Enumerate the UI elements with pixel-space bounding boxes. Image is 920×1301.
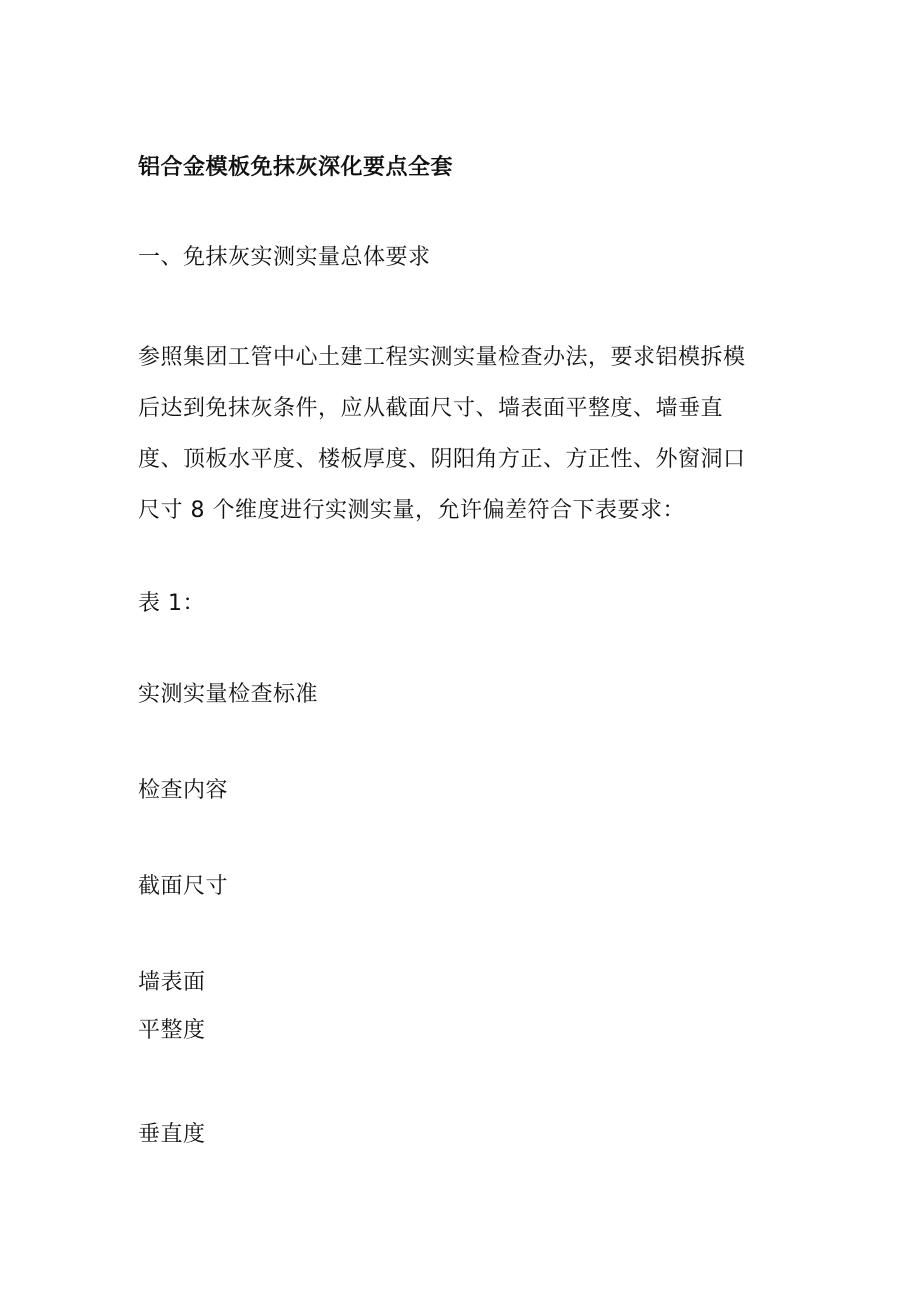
table-header-check-content: 检查内容 — [138, 778, 229, 803]
table-item-verticality: 垂直度 — [138, 1122, 206, 1147]
table-item-section-size: 截面尺寸 — [138, 874, 229, 899]
paragraph-line: 尺寸 8 个维度进行实测实量，允许偏差符合下表要求： — [138, 498, 685, 523]
body-paragraph — [138, 332, 778, 536]
paragraph-line: 参照集团工管中心土建工程实测实量检查办法，要求铝模拆模 — [138, 345, 746, 370]
table-item-wall-flatness-line1: 墙表面 — [138, 970, 206, 995]
table-title: 实测实量检查标准 — [138, 682, 319, 707]
section-heading: 一、免抹灰实测实量总体要求 — [138, 245, 431, 270]
table-item-wall-flatness-line2: 平整度 — [138, 1018, 206, 1043]
document-title: 铝合金模板免抹灰深化要点全套 — [138, 155, 454, 180]
paragraph-line: 度、顶板水平度、楼板厚度、阴阳角方正、方正性、外窗洞口 — [138, 447, 746, 472]
paragraph-line: 后达到免抹灰条件，应从截面尺寸、墙表面平整度、墙垂直 — [138, 396, 724, 421]
table-label: 表 1： — [138, 591, 205, 616]
